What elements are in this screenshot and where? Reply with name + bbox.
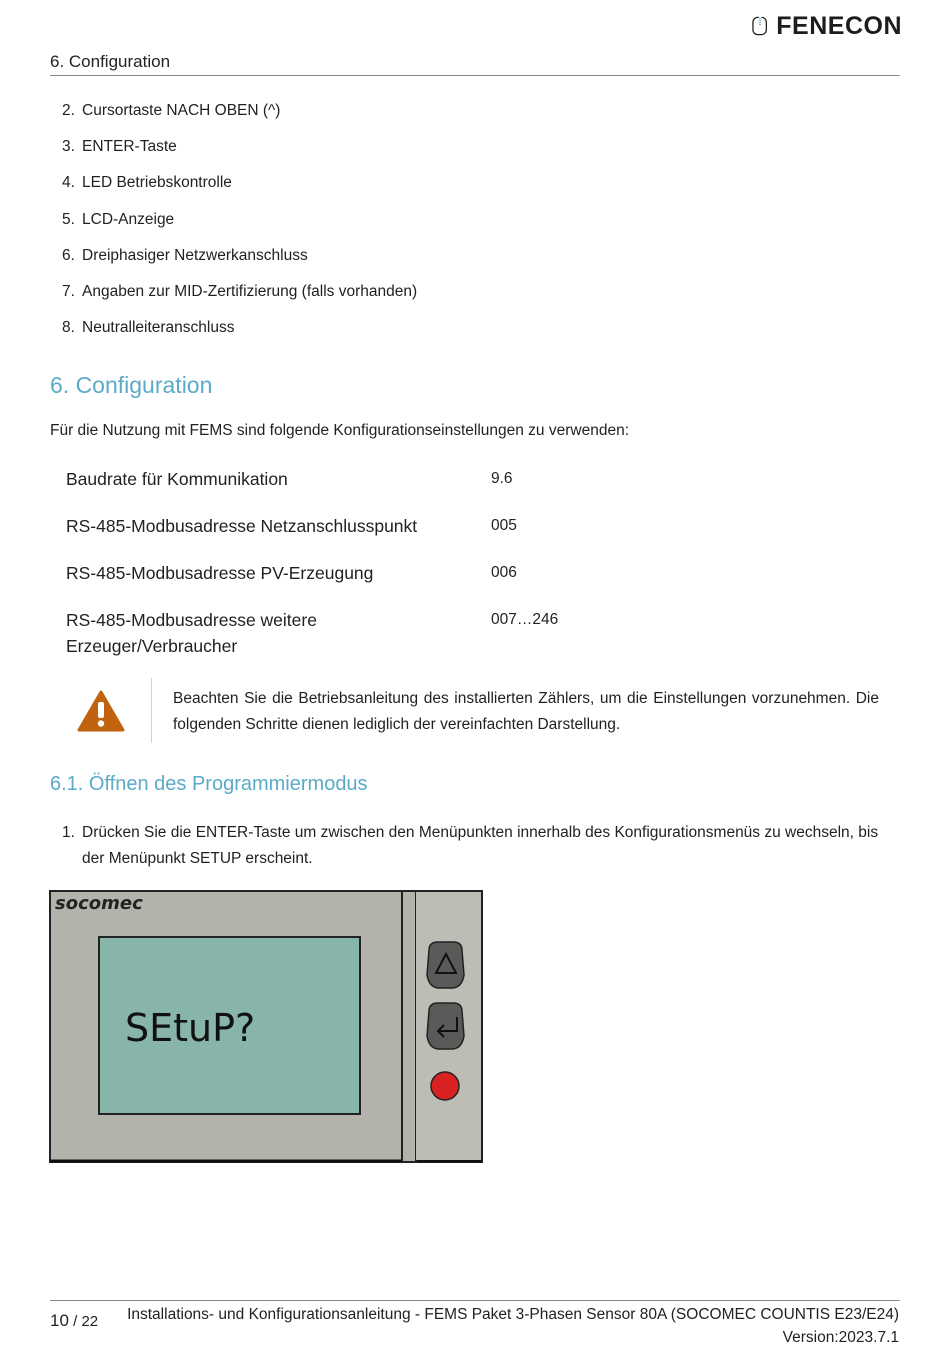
list-item: 8. Neutralleiteranschluss xyxy=(62,319,235,337)
subsection-heading: 6.1. Öffnen des Programmiermodus xyxy=(50,773,368,795)
list-item: 4. LED Betriebskontrolle xyxy=(62,174,232,192)
setting-value: 007…246 xyxy=(491,611,559,628)
warning-text: Beachten Sie die Betriebsanleitung des installierten Zählers, um die Einstellungen vorzunehmen. Die folgenden Schritte dienen lediglich der vereinfachten Darstellung. xyxy=(173,690,879,733)
fenecon-logo-icon xyxy=(752,6,768,46)
setting-value: 9.6 xyxy=(491,470,513,487)
list-item: 7. Angaben zur MID-Zertifizierung (falls vorhanden) xyxy=(62,282,418,300)
brand-logo xyxy=(752,6,902,46)
setting-label: RS-485-Modbusadresse PV-Erzeugung xyxy=(66,563,374,583)
step-text: Drücken Sie die ENTER-Taste um zwischen den Menüpunkten innerhalb des Konfigurationsmenüs zu wechseln, bis der Menüpunkt SETUP erscheint. xyxy=(82,824,879,867)
document-title: Installations- und Konfigurationsanleitung - FEMS Paket 3-Phasen Sensor 80A (SOCOMEC COUNTIS E23/E24) xyxy=(127,1306,899,1323)
list-item: 3. ENTER-Taste xyxy=(62,138,177,156)
footer-divider xyxy=(50,1300,900,1301)
document-version: Version:2023.7.1 xyxy=(782,1329,899,1346)
settings-table xyxy=(66,466,896,659)
component-list xyxy=(62,102,417,355)
list-item: 5. LCD-Anzeige xyxy=(62,210,175,228)
settings-row xyxy=(66,607,896,659)
list-item: 2. Cursortaste NACH OBEN (^) xyxy=(62,102,281,119)
warning-triangle-icon xyxy=(77,689,125,733)
header-divider xyxy=(50,75,900,76)
section-heading: 6. Configuration xyxy=(50,372,213,398)
list-item: 1. Drücken Sie die ENTER-Taste um zwischen den Menüpunkten innerhalb des Konfigurationsmenüs zu wechseln, bis der Menüpunkt SETUP erscheint. xyxy=(62,820,902,871)
running-header: 6. Configuration xyxy=(50,52,171,71)
admonition-divider xyxy=(151,678,152,743)
section-intro: Für die Nutzung mit FEMS sind folgende Konfigurationseinstellungen zu verwenden: xyxy=(50,422,629,439)
setting-value: 006 xyxy=(491,564,517,581)
meter-illustration xyxy=(49,890,483,1163)
list-item: 6. Dreiphasiger Netzwerkanschluss xyxy=(62,246,308,264)
setting-label: Baudrate für Kommunikation xyxy=(66,469,288,489)
arrow-up-button[interactable] xyxy=(427,942,464,988)
settings-row xyxy=(66,513,896,560)
settings-row xyxy=(66,560,896,607)
enter-button[interactable] xyxy=(427,1003,464,1049)
brand-name: FENECON xyxy=(776,11,902,40)
page-number: 10 / 22 xyxy=(50,1311,99,1330)
lcd-display-text: SEtuP? xyxy=(125,1006,256,1050)
meter-divider xyxy=(402,891,416,1162)
setting-label: RS-485-Modbusadresse weitere Erzeuger/Verbraucher xyxy=(66,610,317,656)
setting-label: RS-485-Modbusadresse Netzanschlusspunkt xyxy=(66,516,418,536)
setting-value: 005 xyxy=(491,517,517,534)
settings-row xyxy=(66,466,896,513)
status-led xyxy=(431,1072,459,1100)
meter-brand: socomec xyxy=(55,893,143,914)
